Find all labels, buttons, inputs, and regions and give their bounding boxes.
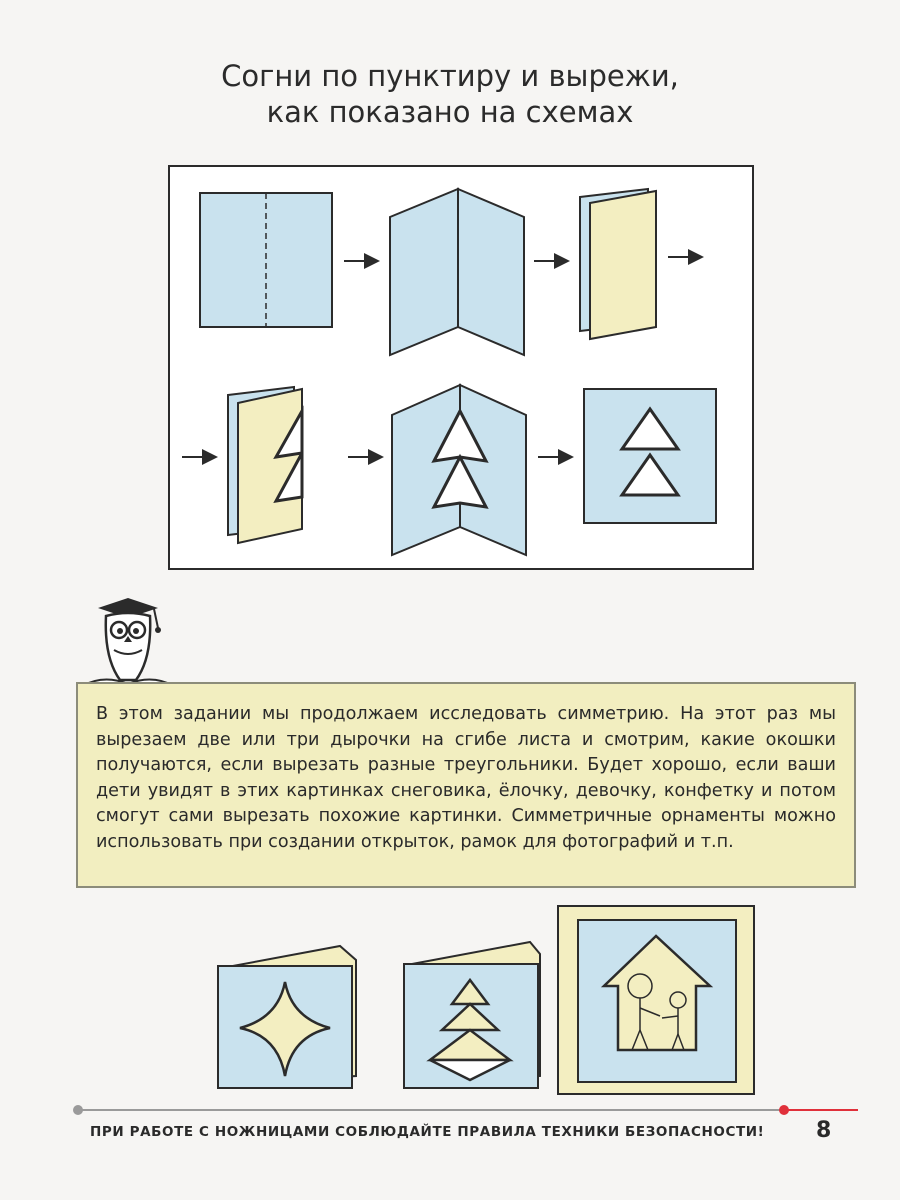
card-star bbox=[218, 946, 356, 1088]
safety-warning: ПРИ РАБОТЕ С НОЖНИЦАМИ СОБЛЮДАЙТЕ ПРАВИЛА ТЕХНИКИ БЕЗОПАСНОСТИ! bbox=[90, 1124, 765, 1140]
card-house-frame bbox=[558, 906, 754, 1094]
page-title bbox=[0, 58, 900, 130]
step-folded bbox=[580, 189, 656, 339]
title-line-2: как показано на схемах bbox=[266, 95, 634, 129]
step-opened bbox=[584, 389, 716, 523]
folding-steps bbox=[170, 167, 756, 572]
title-line-1: Согни по пунктиру и вырежи, bbox=[221, 59, 679, 93]
step-flat-square bbox=[200, 193, 332, 327]
card-tree bbox=[404, 942, 540, 1088]
folding-diagram bbox=[168, 165, 754, 570]
step-half-folded bbox=[390, 189, 524, 355]
parent-note-box bbox=[76, 682, 856, 888]
example-cards bbox=[0, 890, 900, 1100]
parent-note-text: В этом задании мы продолжаем исследовать симметрию. На этот раз мы вырезаем две или три дырочки на сгибе листа и смотрим, какие окошки получаются, если вырезать разные треугольники. Будет хорошо, если ваши дети увидят в этих картинках снеговика, ёлочку, девочку, конфетку и потом смогут сами вырезать похожие картинки. Симметричные орнаменты можно использовать при создании открыток, рамок для фотографий и т.п. bbox=[96, 704, 836, 852]
step-half-opened bbox=[392, 385, 526, 555]
step-cut-folded bbox=[228, 387, 302, 543]
footer-divider bbox=[72, 1103, 862, 1117]
page-number: 8 bbox=[816, 1118, 832, 1143]
